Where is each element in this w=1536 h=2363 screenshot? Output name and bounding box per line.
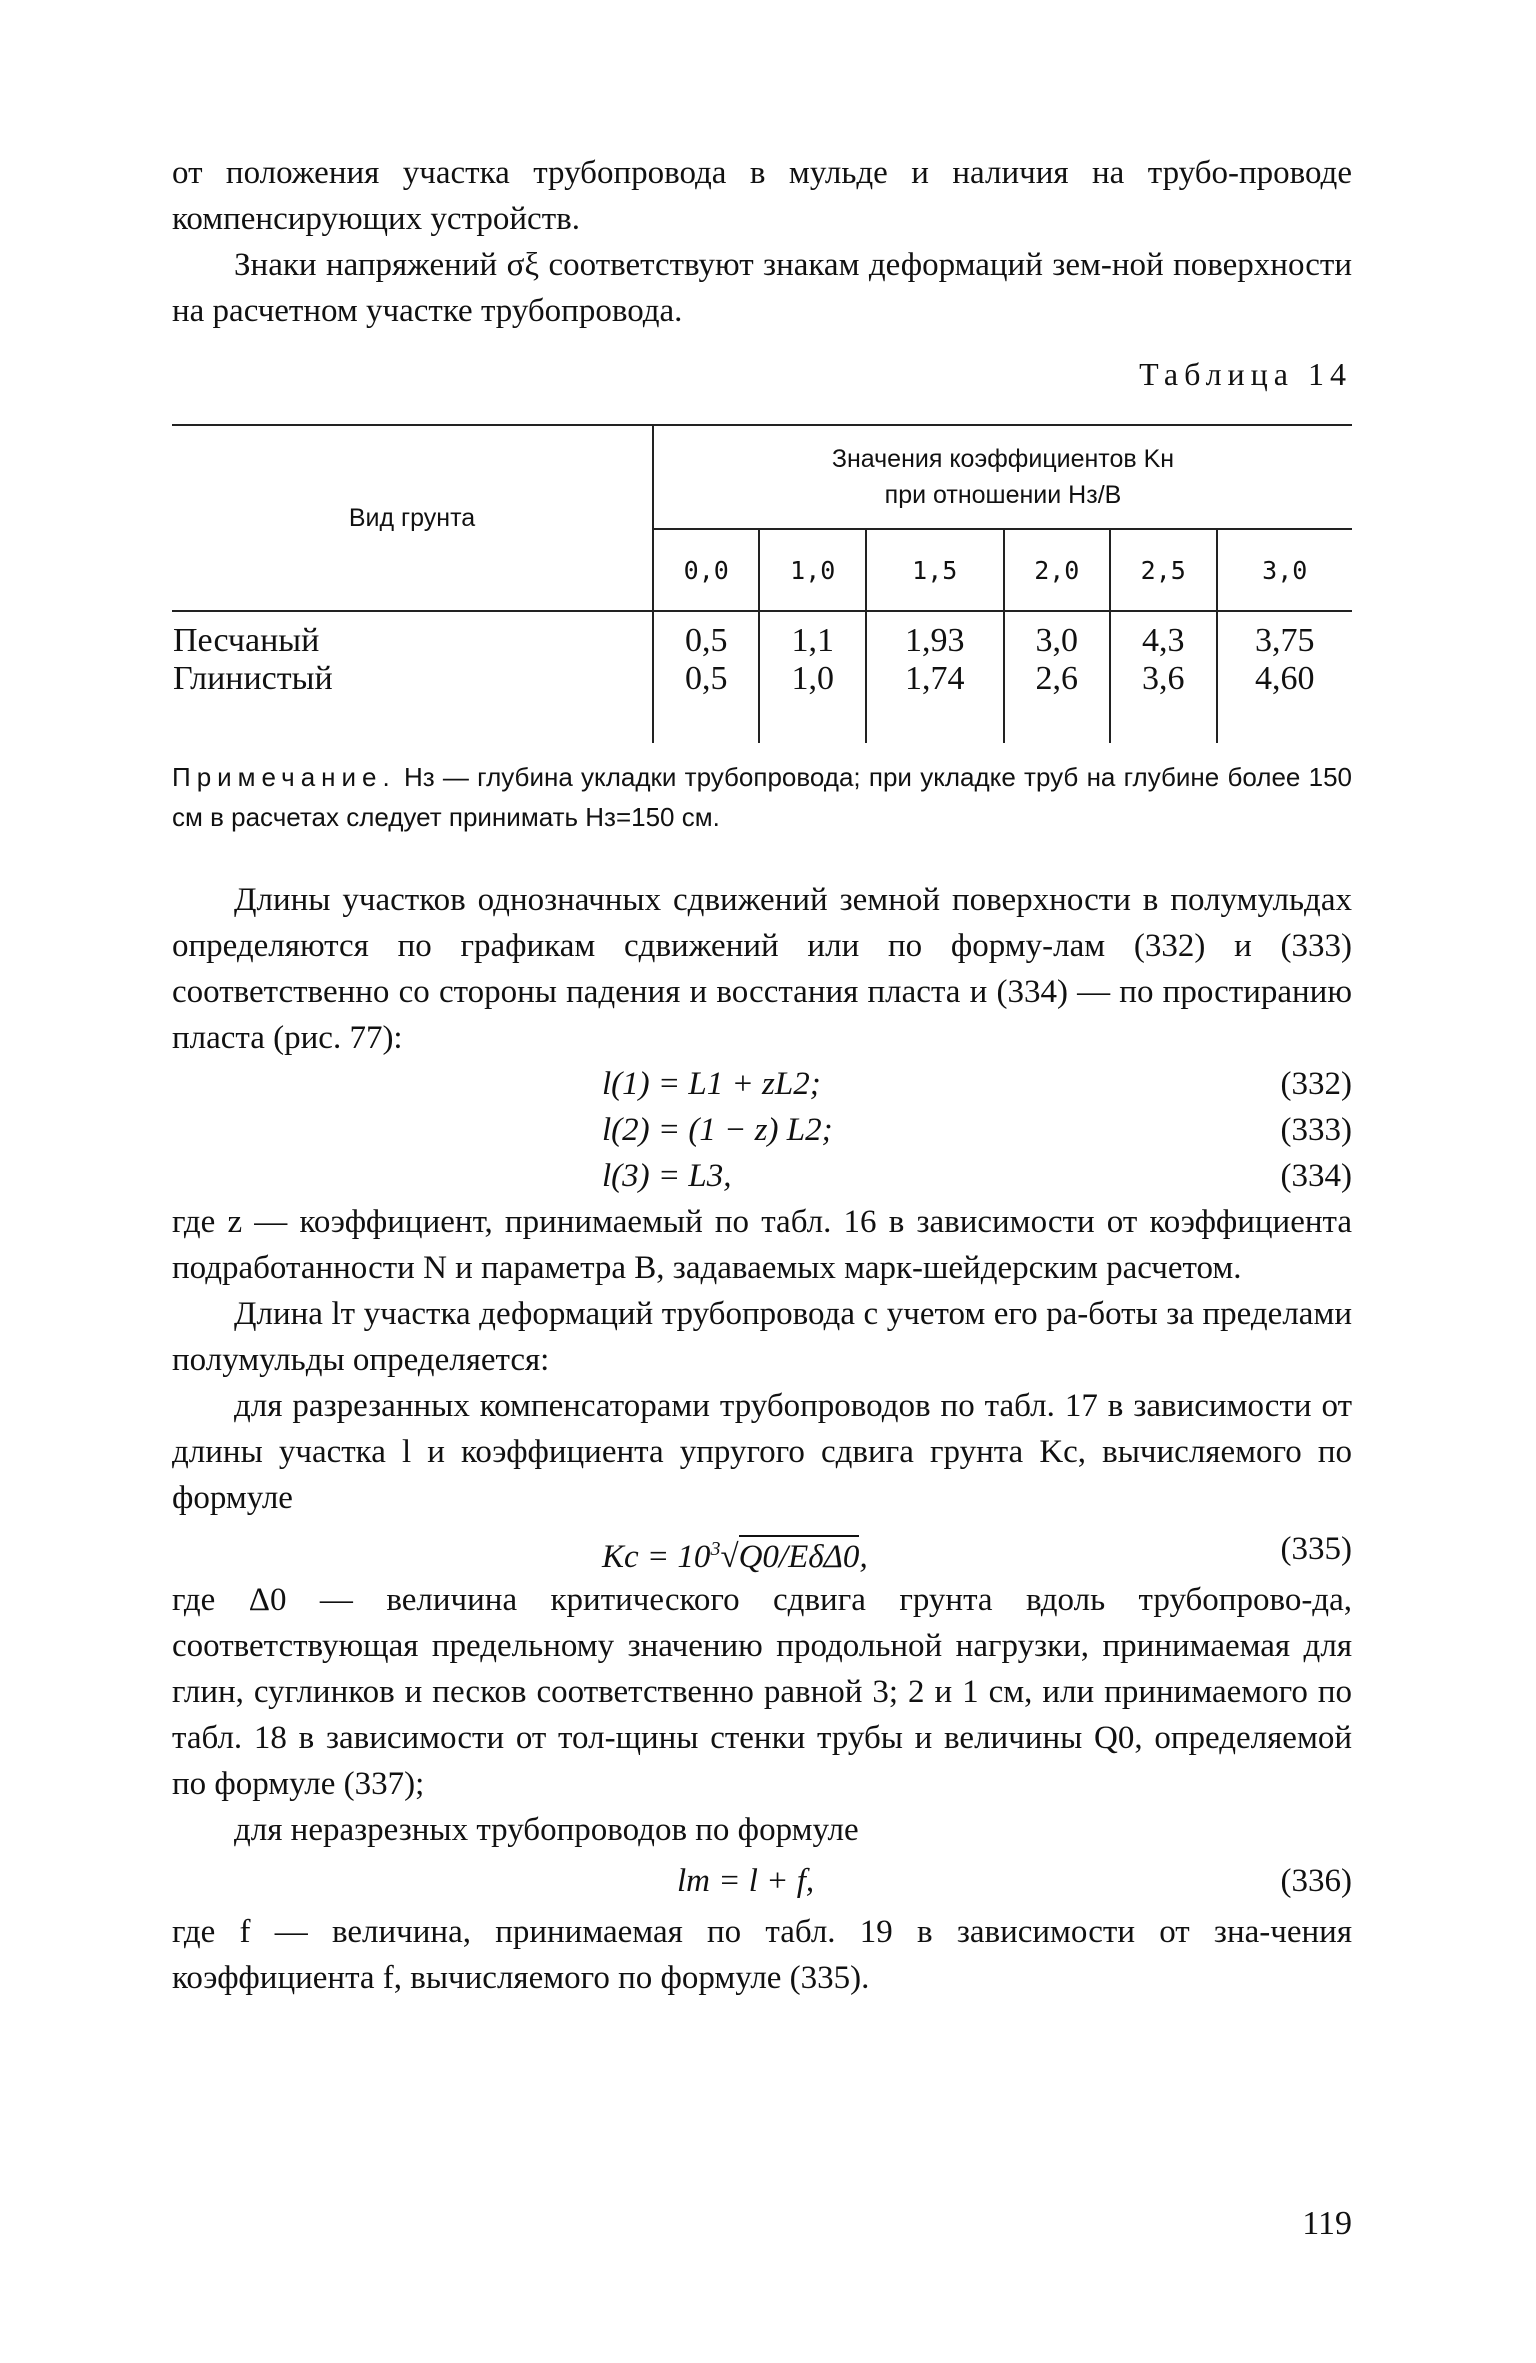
paragraph-1: от положения участка трубопровода в мульде и наличия на трубо-проводе компенсирующих устройств. [172,155,1352,237]
col-header-ratio: 1,5 [866,529,1004,611]
table-cell: 0,5 0,5 [653,611,759,743]
group-header-line2: при отношении Hз/B [884,481,1122,509]
formula-number: (336) [1280,1863,1352,1899]
formula-number: (334) [1280,1158,1352,1194]
coefficients-table [172,424,1352,743]
formula-expression: Kс = $10^3√Q0/E\delta\Delta 0$, [602,1521,868,1585]
row-labels [172,611,653,743]
row-label-sandy: Песчаный [173,622,320,659]
note-label: Примечание. [172,762,396,792]
col-header-ratio: 2,5 [1110,529,1216,611]
paragraph-8: для неразрезных трубопроводов по формуле [234,1812,859,1848]
paragraph-5: Длина lт участка деформаций трубопровода с учетом его ра-боты за пределами полумульды определяется: [172,1296,1352,1378]
page-content [172,150,1352,2001]
col-header-ratio: 1,0 [759,529,865,611]
table-body-row [172,611,1352,743]
formula-number: (332) [1280,1066,1352,1102]
formula-336 [172,1853,1352,1909]
paragraph-3: Длины участков однозначных сдвижений земной поверхности в полумульдах определяются по графикам сдвижений или по форму-лам (332) и (333) соответственно со стороны падения и восстания пласта и (334) — по простиранию пласта (рис. 77): [172,882,1352,1056]
table-note [172,757,1352,837]
paragraph-4: где z — коэффициент, принимаемый по табл. 16 в зависимости от коэффициента подработанности N и параметра B, задаваемых марк-шейдерским расчетом. [172,1204,1352,1286]
formula-expression: l(2) = (1 − z) L2; [602,1112,833,1148]
col-header-ratio: 2,0 [1004,529,1110,611]
table-caption: Таблица 14 [1139,356,1352,392]
page-number: 119 [1302,2205,1352,2242]
paragraph-2: Знаки напряжений σξ соответствуют знакам деформаций зем-ной поверхности на расчетном участке трубопровода. [172,247,1352,329]
paragraph-9: где f — величина, принимаемая по табл. 19 в зависимости от зна-чения коэффициента f, вычисляемого по формуле (335). [172,1914,1352,1996]
formula-332 [172,1061,1352,1107]
formula-333 [172,1107,1352,1153]
paragraph-6: для разрезанных компенсаторами трубопроводов по табл. 17 в зависимости от длины участка l и коэффициента упругого сдвига грунта Kс, вычисляемого по формуле [172,1388,1352,1516]
table-cell: 3,75 4,60 [1217,611,1353,743]
group-header-line1: Значения коэффициентов Kн [831,445,1175,473]
formula-expression: l(3) = L3, [602,1158,732,1194]
table-cell: 1,93 1,74 [866,611,1004,743]
col-header-ratio: 0,0 [653,529,759,611]
formula-number: (335) [1280,1531,1352,1567]
table-cell: 4,3 3,6 [1110,611,1216,743]
row-label-clay: Глинистый [173,660,333,697]
col-header-group [653,425,1352,529]
formula-expression: l(1) = L1 + zL2; [602,1066,821,1102]
formula-334 [172,1153,1352,1199]
table-cell: 1,1 1,0 [759,611,865,743]
col-header-ratio: 3,0 [1217,529,1353,611]
formula-expression: lт = l + f, [677,1863,815,1899]
formula-number: (333) [1280,1112,1352,1148]
col-header-soil-type: Вид грунта [172,425,653,611]
note-text: Hз — глубина укладки трубопровода; при укладке труб на глубине более 150 см в расчетах следует принимать Hз=150 см. [172,762,1352,832]
paragraph-7: где Δ0 — величина критического сдвига грунта вдоль трубопрово-да, соответствующая предельному значению продольной нагрузки, принимаемая для глин, суглинков и песков соответственно равной 3; 2 и 1 см, или принимаемого по табл. 18 в зависимости от тол-щины стенки трубы и величины Q0, определяемой по формуле (337); [172,1582,1352,1802]
formula-335 [172,1521,1352,1577]
table-cell: 3,0 2,6 [1004,611,1110,743]
